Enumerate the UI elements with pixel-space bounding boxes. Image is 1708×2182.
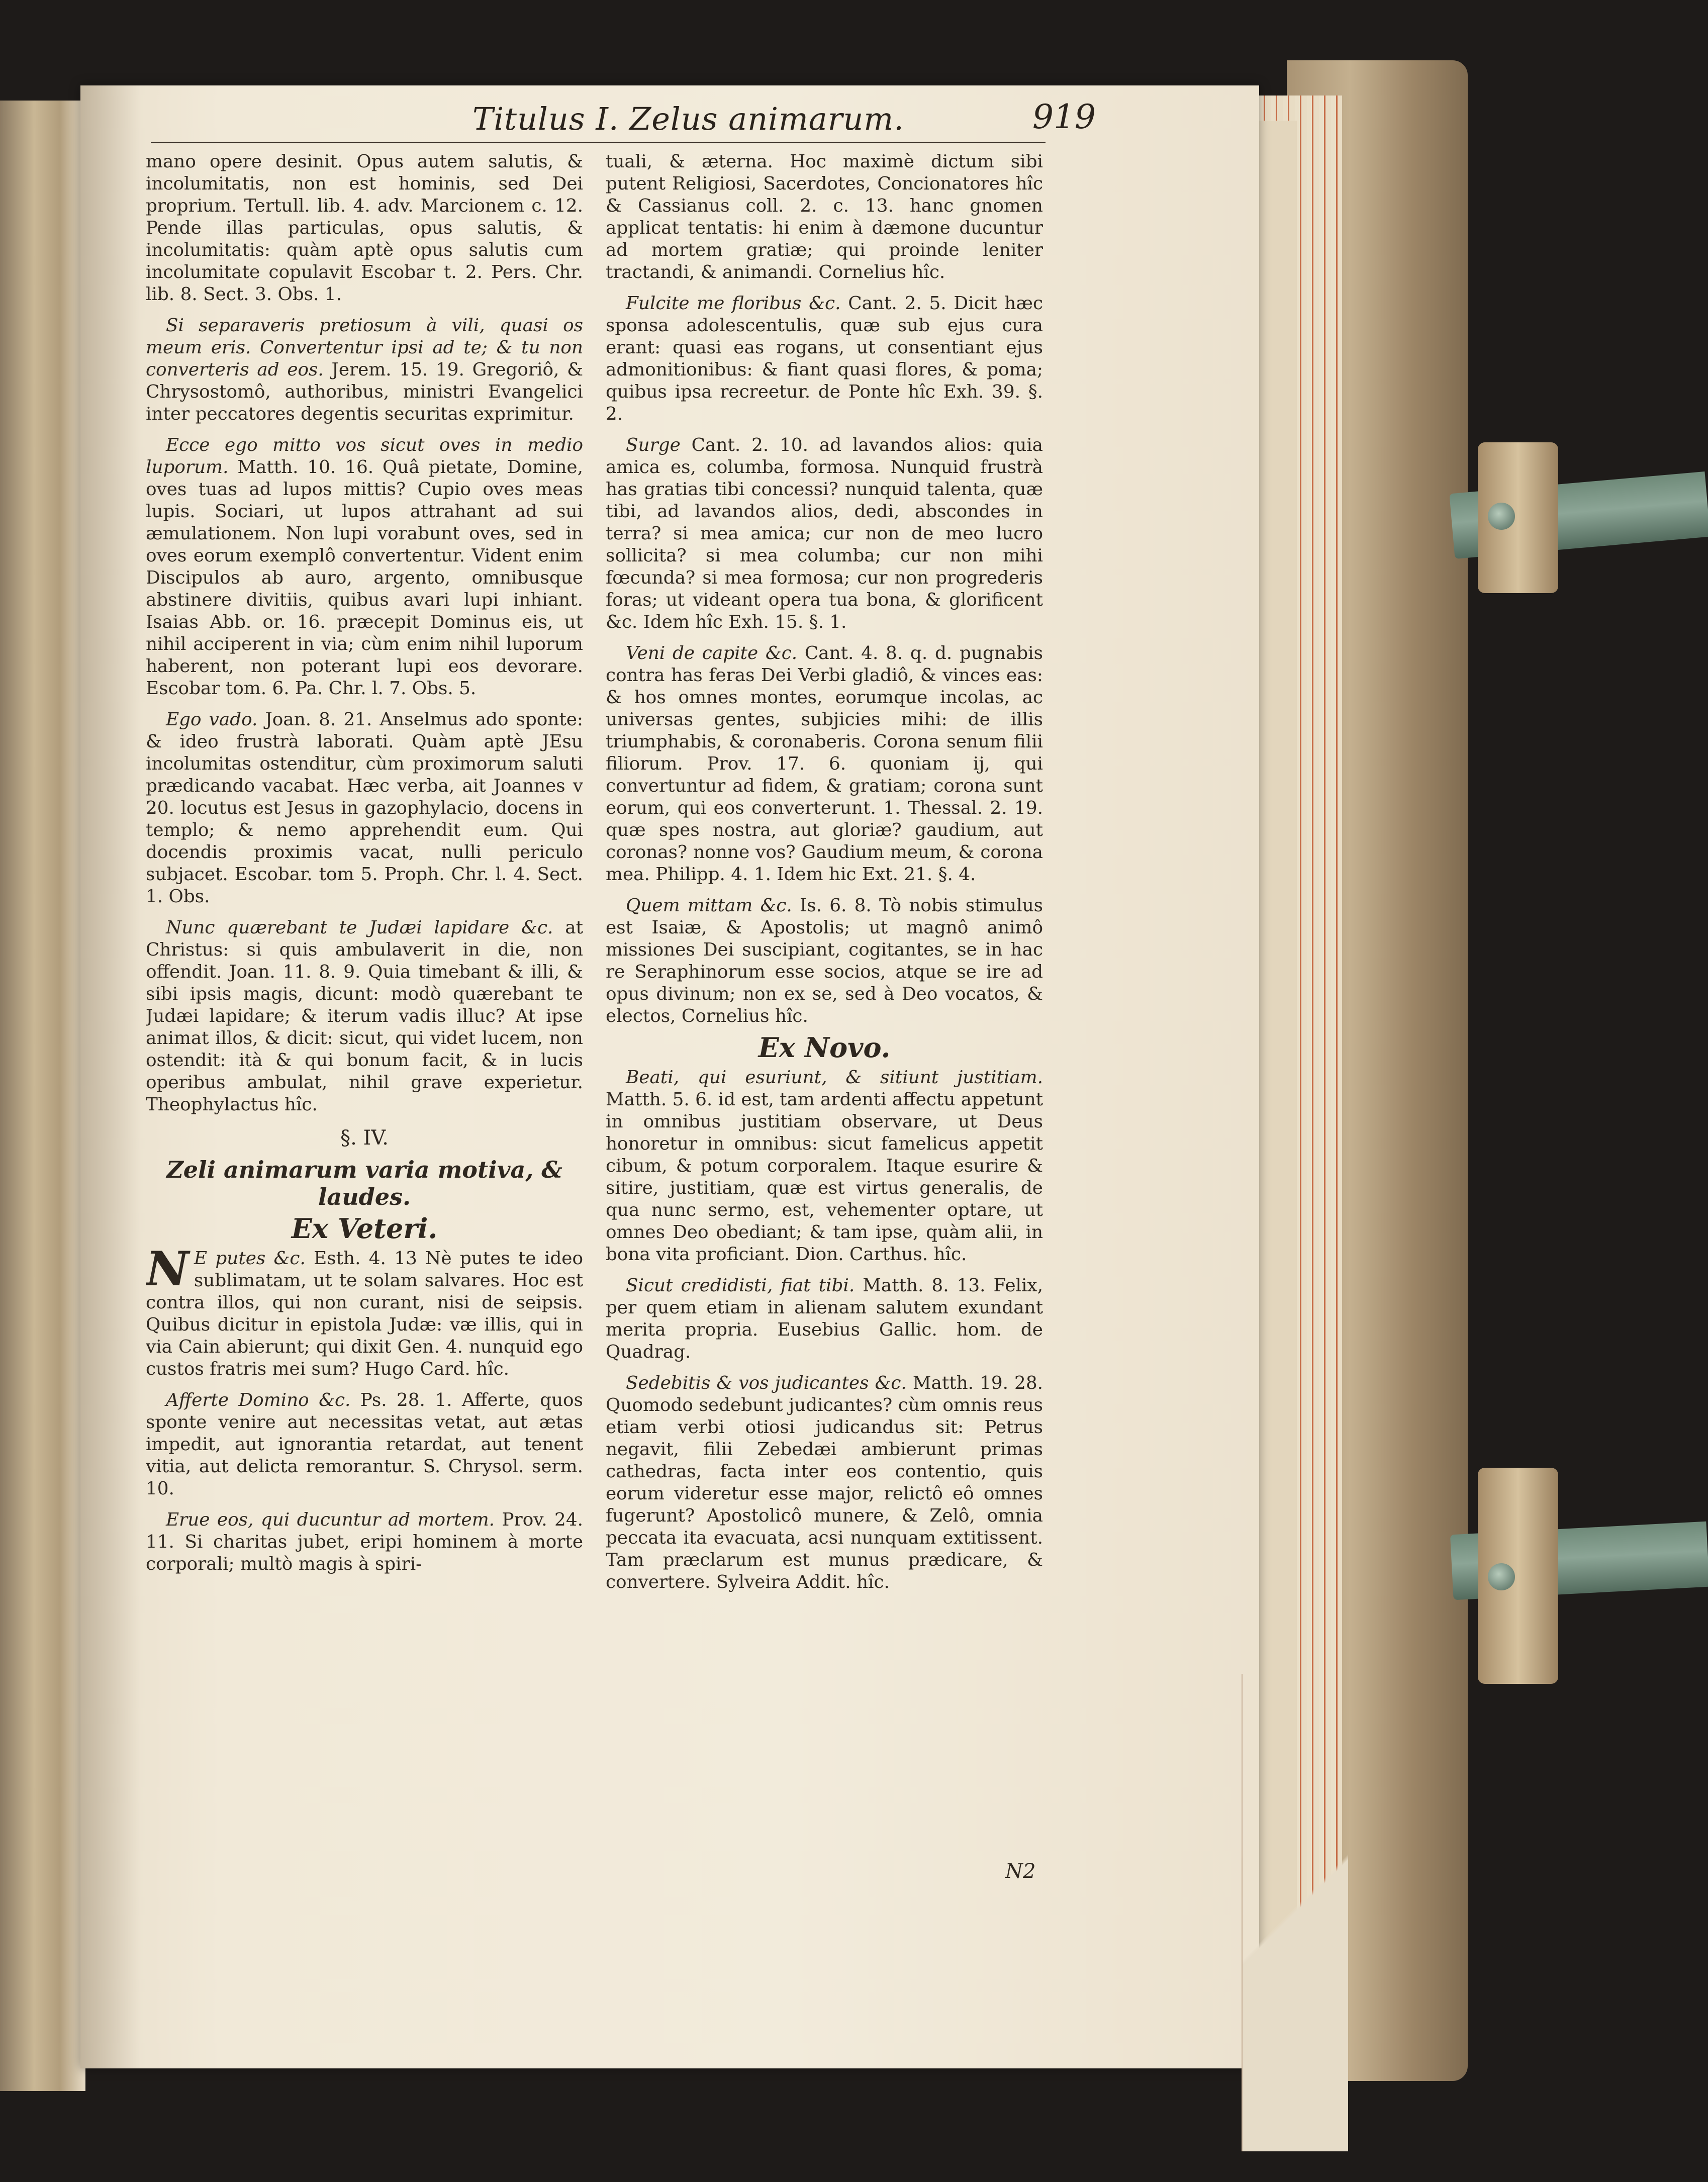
commentary: Esth. 4. 13 Nè putes te ideo sublimatam, ut te solam salvares. Hoc est contra illos, qui non curant, nisi de seipsis. Quibus dicitur in epistola Judæ: væ illis, qui in via Cain abierunt; qui dixit Gen. 4. nunquid ego custos fratris mei sum? Hugo Card. hîc. xyxy=(146,1248,583,1379)
commentary: Ps. 28. 1. Afferte, quos sponte venire aut necessitas vetat, aut ætas impedit, aut ignorantia retardat, aut tenent vitia, aut delicta remorantur. S. Chrysol. serm. 10. xyxy=(146,1390,583,1499)
paragraph xyxy=(606,434,1043,633)
paragraph xyxy=(606,1067,1043,1266)
page-header xyxy=(151,98,1096,141)
commentary: Matth. 8. 13. Felix, per quem etiam in alienam salutem exundant merita propria. Eusebius Gallic. hom. de Quadrag. xyxy=(606,1275,1043,1362)
paragraph xyxy=(606,293,1043,425)
citation-italic: Surge xyxy=(626,435,681,455)
rivet-icon xyxy=(1488,503,1515,530)
citation-italic: Nunc quærebant te Judæi lapidare &c. xyxy=(166,917,553,938)
subsection-heading: Ex Novo. xyxy=(758,1031,891,1064)
citation-italic: Ecce ego mitto vos sicut oves in medio luporum. xyxy=(146,435,583,478)
commentary: Matth. 19. 28. Quomodo sedebunt judicantes? cùm omnis reus etiam verbi otiosi judicandus sit: Petrus negavit, filii Zebedæi ambierunt primas cathedras, facta inter eos contentio, quis eorum videretur esse major, relictô eô omnes fugerunt? Apostolicô munere, & Zelô, omnia peccata ita evacuata, acsi nunquam extitissent. Tam præclarum est munus prædicare, & convertere. Sylveira Addit. hîc. xyxy=(606,1373,1043,1592)
paragraph xyxy=(606,1372,1043,1593)
citation-italic: Ego vado. xyxy=(166,709,258,730)
paragraph xyxy=(146,1509,583,1575)
drop-cap: N xyxy=(146,1242,189,1297)
commentary: Is. 6. 8. Tò nobis stimulus est Isaiæ, & Apostolis; ut magnô animô missiones Dei suscipiant, cogitantes, se in hac re Seraphinorum esse socios, atque se ire ad opus divinum; non ex se, sed à Deo vocatos, & electos, Cornelius hîc. xyxy=(606,895,1043,1026)
subsection-heading: Ex Veteri. xyxy=(291,1212,438,1245)
clasp-top xyxy=(1478,442,1558,593)
citation-italic: Quem mittam &c. xyxy=(626,895,792,916)
book-spine-left xyxy=(0,101,85,2091)
section-heading: Zeli animarum varia motiva, & laudes. xyxy=(166,1156,562,1210)
citation-italic: E putes &c. xyxy=(194,1248,306,1269)
commentary: Cant. 4. 8. q. d. pugnabis contra has feras Dei Verbi gladiô, & vinces eas: & hos omnes montes, eorumque incolas, ac universas gentes, subjicies mihi: de illis triumphabis, & coronaberis. Corona senum filii filiorum. Prov. 17. 6. quoniam ij, qui convertuntur ad fidem, & gratiam; corona sunt eorum, qui eos converterunt. 1. Thessal. 2. 19. quæ spes nostra, aut gloriæ? gaudium, aut coronas? nonne vos? Gaudium meum, & corona mea. Philipp. 4. 1. Idem hic Ext. 21. §. 4. xyxy=(606,643,1043,885)
gutter-shadow xyxy=(80,85,141,2068)
citation-italic: Si separaveris pretiosum à vili, quasi os meum eris. Convertentur ipsi ad te; & tu non converteris ad eos. xyxy=(146,315,583,380)
citation-italic: Afferte Domino &c. xyxy=(166,1390,351,1410)
paragraph xyxy=(146,1242,583,1380)
citation-italic: Sicut credidisti, fiat tibi. xyxy=(626,1275,855,1296)
citation-italic: Erue eos, qui ducuntur ad mortem. xyxy=(166,1509,495,1530)
header-rule xyxy=(151,142,1046,143)
paragraph xyxy=(146,709,583,908)
commentary: Matth. 10. 16. Quâ pietate, Domine, oves tuas ad lupos mittis? Cupio oves meas lupis. Sociari, ut lupos attrahant ad sui æmulationem. Non lupi vorabunt oves, sed in oves eorum exemplô convertentur. Vident enim Discipulos ab auro, argento, omnibusque abstinere divitiis, quibus avari lupi inhiant. Isaias Abb. or. 16. præcepit Dominus eis, ut nihil acciperent in via; cùm enim nihil luporum haberent, non poterant lupi eos devorare. Escobar tom. 6. Pa. Chr. l. 7. Obs. 5. xyxy=(146,457,583,699)
right-column xyxy=(606,151,1043,1880)
paragraph xyxy=(146,1389,583,1500)
commentary: at Christus: si quis ambulaverit in die, non offendit. Joan. 11. 8. 9. Quia timebant & illi, & sibi ipsis magis, dicunt: modò quærebant te Judæi lapidare; & iterum vadis illuc? At ipse animat illos, & dicit: sicut, qui videt lucem, non ostendit: ità & qui bonum facit, & in lucis operibus ambulat, nihil grave experietur. Theophylactus hîc. xyxy=(146,917,583,1115)
paragraph xyxy=(606,1275,1043,1363)
paragraph xyxy=(146,434,583,700)
commentary: Matth. 5. 6. id est, tam ardenti affectu appetunt in omnibus justitiam observare, ut Deus honoretur in omnibus: sicut famelicus appetit cibum, & potum corporalem. Itaque esurire & sitire, justitiam, quæ est virtus generalis, de qua nunc sermo, est, vehementer optare, ut omnes Deo obediant; & tam ipse, quàm alii, in bona vita proficiant. Dion. Carthus. hîc. xyxy=(606,1089,1043,1265)
citation-italic: Veni de capite &c. xyxy=(626,643,798,663)
paragraph xyxy=(606,642,1043,886)
commentary: Prov. 24. 11. Si charitas jubet, eripi hominem à morte corporali; multò magis à spiri- xyxy=(146,1509,583,1574)
paragraph: mano opere desinit. Opus autem salutis, & incolumitatis, non est hominis, sed Dei proprium. Tertull. lib. 4. adv. Marcionem c. 12. Pende illas particulas, opus salutis, & incolumitatis: quàm aptè opus salutis cum incolumitate copulavit Escobar t. 2. Pers. Chr. lib. 8. Sect. 3. Obs. 1. xyxy=(146,151,583,305)
running-title: Titulus I. Zelus animarum. xyxy=(472,101,904,137)
commentary: Cant. 2. 5. Dicit hæc sponsa adolescentulis, quæ sub ejus cura erant: quasi eas rogans, ut consentiant ejus admonitionibus: & fiant quasi flores, & poma; quibus ipsa recreetur. de Ponte hîc Exh. 39. §. 2. xyxy=(606,293,1043,424)
paragraph xyxy=(606,895,1043,1027)
clasp-bottom xyxy=(1478,1468,1558,1684)
commentary: Jerem. 15. 19. Gregoriô, & Chrysostomô, authoribus, ministri Evangelici inter peccatores degentis securitas exprimitur. xyxy=(146,359,583,424)
citation-italic: Beati, qui esuriunt, & sitiunt justitiam. xyxy=(626,1067,1043,1088)
citation-italic: Sedebitis & vos judicantes &c. xyxy=(626,1373,907,1393)
commentary: Joan. 8. 21. Anselmus ado sponte: & ideo frustrà laborati. Quàm aptè JEsu incolumitas ostenditur, cùm proximorum saluti prædicando vacabat. Hæc verba, ait Joannes v 20. locutus est Jesus in gazophylacio, docens in templo; & nemo apprehendit eum. Qui docendis proximis vacat, nulli periculo subjacet. Escobar. tom 5. Proph. Chr. l. 4. Sect. 1. Obs. xyxy=(146,709,583,907)
citation-italic: Fulcite me floribus &c. xyxy=(626,293,841,314)
paragraph: tuali, & æterna. Hoc maximè dictum sibi putent Religiosi, Sacerdotes, Concionatores hîc & Cassianus coll. 2. c. 13. hanc gnomen applicat tentatis: hi enim à dæmone ducuntur ad mortem gratiæ; qui proinde leniter tractandi, & animandi. Cornelius hîc. xyxy=(606,151,1043,282)
left-column xyxy=(146,151,583,1880)
page-number: 919 xyxy=(1032,98,1096,136)
paragraph xyxy=(146,315,583,425)
commentary: Cant. 2. 10. ad lavandos alios: quia amica es, columba, formosa. Nunquid frustrà has gratias tibi concessi? nunquid talenta, quæ tibi, ad lavandos alios, dedi, abscondes in terra? si mea amica; cur non de meo lucro sollicita? si mea columba; cur non mihi fœcunda? si mea formosa; cur non progrederis foras; ut videant opera tua bona, & glorificent &c. Idem hîc Exh. 15. §. 1. xyxy=(606,435,1043,632)
catchword: N2 xyxy=(1005,1860,1036,1883)
section-mark: §. IV. xyxy=(340,1126,389,1150)
folded-corner xyxy=(1242,1674,1348,2151)
rivet-icon xyxy=(1488,1563,1515,1590)
paragraph xyxy=(146,917,583,1116)
